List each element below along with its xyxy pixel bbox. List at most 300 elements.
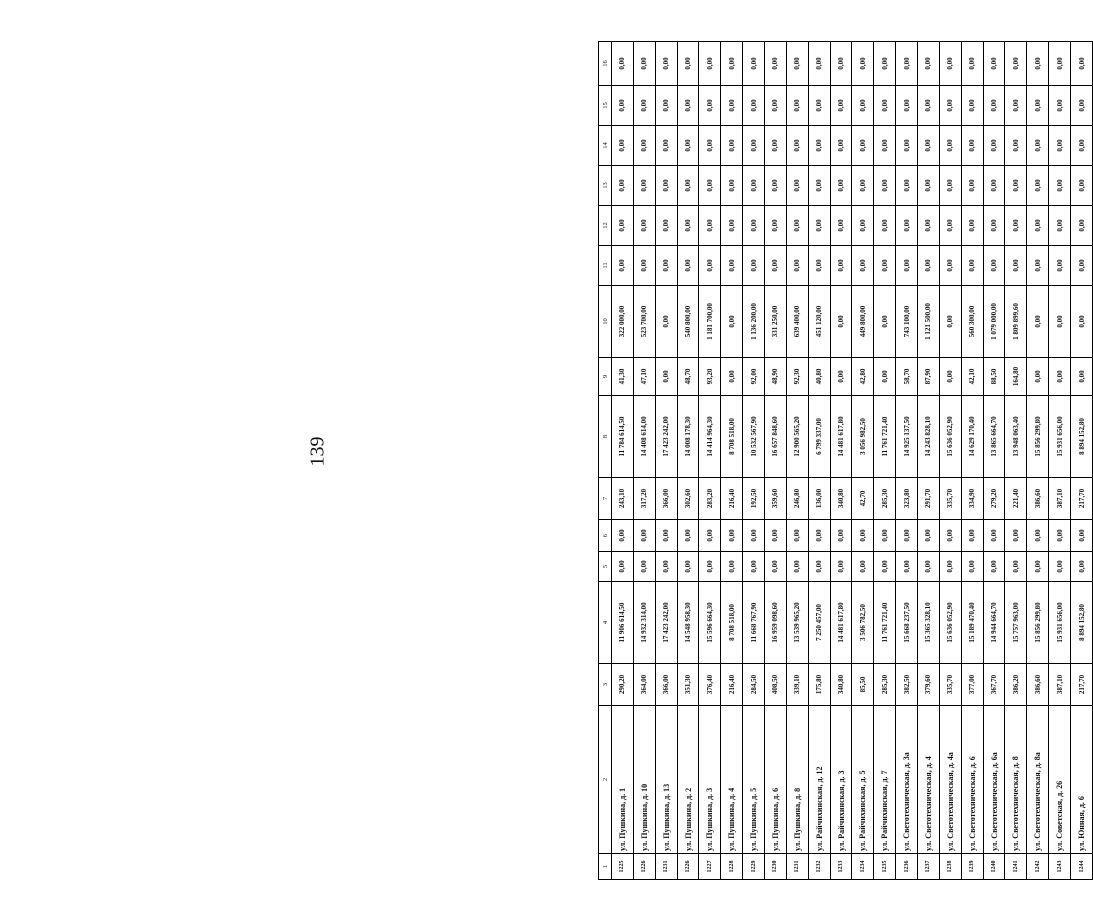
table-body xyxy=(612,42,1093,880)
value-cell: 340,80 xyxy=(830,478,852,520)
row-id-cell: 1243 xyxy=(1049,854,1071,880)
value-cell: 0,00 xyxy=(874,42,896,86)
value-cell: 0,00 xyxy=(655,166,677,206)
address-cell: ул. Пушкина, д. 1 xyxy=(612,706,634,854)
value-cell: 0,00 xyxy=(699,86,721,126)
table-row xyxy=(874,42,896,880)
value-cell: 8 894 152,80 xyxy=(1071,582,1093,664)
value-cell: 0,00 xyxy=(633,552,655,582)
value-cell: 0,00 xyxy=(918,86,940,126)
value-cell: 0,00 xyxy=(612,520,634,552)
value-cell: 0,00 xyxy=(983,86,1005,126)
value-cell: 10 532 567,90 xyxy=(743,396,765,478)
value-cell: 0,00 xyxy=(961,42,983,86)
value-cell: 8 894 152,80 xyxy=(1071,396,1093,478)
value-cell: 0,00 xyxy=(612,246,634,286)
value-cell: 0,00 xyxy=(896,246,918,286)
value-cell: 284,50 xyxy=(743,664,765,706)
table-row xyxy=(655,42,677,880)
value-cell: 0,00 xyxy=(1027,246,1049,286)
address-cell: ул. Райчихинская, д. 5 xyxy=(852,706,874,854)
value-cell: 0,00 xyxy=(786,520,808,552)
value-cell: 14 243 828,10 xyxy=(918,396,940,478)
table-row xyxy=(918,42,940,880)
value-cell: 14 944 664,70 xyxy=(983,582,1005,664)
value-cell: 366,00 xyxy=(655,478,677,520)
value-cell: 16 657 848,60 xyxy=(765,396,787,478)
value-cell: 0,00 xyxy=(699,246,721,286)
value-cell: 0,00 xyxy=(743,246,765,286)
value-cell: 0,00 xyxy=(852,246,874,286)
value-cell: 13 865 664,70 xyxy=(983,396,1005,478)
value-cell: 0,00 xyxy=(808,126,830,166)
value-cell: 0,00 xyxy=(874,552,896,582)
value-cell: 42,10 xyxy=(961,358,983,396)
value-cell: 15 596 664,30 xyxy=(699,582,721,664)
value-cell: 0,00 xyxy=(743,42,765,86)
value-cell: 743 100,00 xyxy=(896,286,918,358)
header-cell: 6 xyxy=(599,520,612,552)
value-cell: 0,00 xyxy=(1049,206,1071,246)
value-cell: 0,00 xyxy=(633,166,655,206)
value-cell: 0,00 xyxy=(896,520,918,552)
value-cell: 0,00 xyxy=(721,358,743,396)
value-cell: 0,00 xyxy=(852,520,874,552)
value-cell: 0,00 xyxy=(983,246,1005,286)
table-row xyxy=(1005,42,1027,880)
address-cell: ул. Пушкина, д. 3 xyxy=(699,706,721,854)
value-cell: 290,20 xyxy=(612,664,634,706)
header-cell: 15 xyxy=(599,86,612,126)
value-cell: 0,00 xyxy=(655,42,677,86)
value-cell: 0,00 xyxy=(786,206,808,246)
value-cell: 0,00 xyxy=(1005,86,1027,126)
value-cell: 0,00 xyxy=(1049,126,1071,166)
value-cell: 523 700,00 xyxy=(633,286,655,358)
address-cell: ул. Райчихинская, д. 12 xyxy=(808,706,830,854)
value-cell: 217,70 xyxy=(1071,478,1093,520)
value-cell: 0,00 xyxy=(1071,358,1093,396)
value-cell: 359,60 xyxy=(765,478,787,520)
value-cell: 0,00 xyxy=(743,86,765,126)
row-id-cell: 1230 xyxy=(765,854,787,880)
value-cell: 243,10 xyxy=(612,478,634,520)
value-cell: 0,00 xyxy=(874,126,896,166)
table-row xyxy=(939,42,961,880)
row-id-cell: 1239 xyxy=(961,854,983,880)
value-cell: 92,30 xyxy=(786,358,808,396)
value-cell: 0,00 xyxy=(830,166,852,206)
value-cell: 387,10 xyxy=(1049,664,1071,706)
value-cell: 14 925 137,50 xyxy=(896,396,918,478)
value-cell: 364,00 xyxy=(633,664,655,706)
value-cell: 0,00 xyxy=(961,166,983,206)
value-cell: 14 008 178,30 xyxy=(677,396,699,478)
row-id-cell: 1226 xyxy=(677,854,699,880)
value-cell: 0,00 xyxy=(983,552,1005,582)
value-cell: 216,40 xyxy=(721,664,743,706)
value-cell: 11 784 614,50 xyxy=(612,396,634,478)
value-cell: 0,00 xyxy=(830,520,852,552)
table-row xyxy=(721,42,743,880)
value-cell: 15 636 052,90 xyxy=(939,582,961,664)
address-cell: ул. Светотехническая, д. 6 xyxy=(961,706,983,854)
value-cell: 0,00 xyxy=(721,552,743,582)
value-cell: 302,60 xyxy=(677,478,699,520)
value-cell: 379,60 xyxy=(918,664,940,706)
value-cell: 58,70 xyxy=(896,358,918,396)
table-row xyxy=(786,42,808,880)
value-cell: 0,00 xyxy=(699,206,721,246)
value-cell: 0,00 xyxy=(677,206,699,246)
address-cell: ул. Советская, д. 26 xyxy=(1049,706,1071,854)
address-cell: ул. Юнная, д. 6 xyxy=(1071,706,1093,854)
value-cell: 8 708 518,00 xyxy=(721,396,743,478)
value-cell: 0,00 xyxy=(808,166,830,206)
value-cell: 0,00 xyxy=(633,520,655,552)
value-cell: 0,00 xyxy=(655,358,677,396)
value-cell: 0,00 xyxy=(918,520,940,552)
value-cell: 0,00 xyxy=(677,520,699,552)
value-cell: 0,00 xyxy=(1027,166,1049,206)
value-cell: 0,00 xyxy=(830,126,852,166)
value-cell: 0,00 xyxy=(918,126,940,166)
value-cell: 0,00 xyxy=(1049,552,1071,582)
value-cell: 0,00 xyxy=(1027,86,1049,126)
value-cell: 0,00 xyxy=(852,86,874,126)
value-cell: 0,00 xyxy=(765,206,787,246)
value-cell: 0,00 xyxy=(1071,206,1093,246)
value-cell: 0,00 xyxy=(1071,520,1093,552)
value-cell: 14 629 170,40 xyxy=(961,396,983,478)
value-cell: 0,00 xyxy=(699,552,721,582)
address-cell: ул. Райчихинская, д. 7 xyxy=(874,706,896,854)
value-cell: 15 856 299,80 xyxy=(1027,396,1049,478)
header-cell: 13 xyxy=(599,166,612,206)
value-cell: 0,00 xyxy=(721,42,743,86)
value-cell: 47,10 xyxy=(633,358,655,396)
value-cell: 17 423 242,00 xyxy=(655,582,677,664)
value-cell: 0,00 xyxy=(808,552,830,582)
row-id-cell: 1240 xyxy=(983,854,1005,880)
header-cell: 11 xyxy=(599,246,612,286)
table-row xyxy=(896,42,918,880)
value-cell: 560 300,00 xyxy=(961,286,983,358)
row-id-cell: 1241 xyxy=(1005,854,1027,880)
value-cell: 11 668 767,90 xyxy=(743,582,765,664)
value-cell: 0,00 xyxy=(1049,520,1071,552)
value-cell: 0,00 xyxy=(961,520,983,552)
value-cell: 136,00 xyxy=(808,478,830,520)
value-cell: 0,00 xyxy=(655,552,677,582)
value-cell: 0,00 xyxy=(808,42,830,86)
value-cell: 0,00 xyxy=(699,520,721,552)
value-cell: 0,00 xyxy=(721,206,743,246)
value-cell: 0,00 xyxy=(1005,246,1027,286)
value-cell: 0,00 xyxy=(655,86,677,126)
value-cell: 0,00 xyxy=(808,246,830,286)
value-cell: 0,00 xyxy=(1049,286,1071,358)
value-cell: 0,00 xyxy=(721,246,743,286)
value-cell: 323,80 xyxy=(896,478,918,520)
value-cell: 0,00 xyxy=(918,42,940,86)
value-cell: 279,20 xyxy=(983,478,1005,520)
value-cell: 6 799 337,00 xyxy=(808,396,830,478)
value-cell: 14 414 964,30 xyxy=(699,396,721,478)
value-cell: 0,00 xyxy=(961,246,983,286)
value-cell: 3 506 782,50 xyxy=(852,582,874,664)
value-cell: 0,00 xyxy=(721,286,743,358)
address-cell: ул. Светотехническая, д. 8 xyxy=(1005,706,1027,854)
value-cell: 0,00 xyxy=(1005,520,1027,552)
table-row xyxy=(808,42,830,880)
value-cell: 87,90 xyxy=(918,358,940,396)
value-cell: 11 906 614,50 xyxy=(612,582,634,664)
value-cell: 386,60 xyxy=(1027,664,1049,706)
table-row xyxy=(743,42,765,880)
value-cell: 0,00 xyxy=(699,166,721,206)
value-cell: 540 800,00 xyxy=(677,286,699,358)
value-cell: 14 408 614,00 xyxy=(633,396,655,478)
value-cell: 0,00 xyxy=(874,246,896,286)
value-cell: 0,00 xyxy=(808,86,830,126)
value-cell: 0,00 xyxy=(896,166,918,206)
value-cell: 11 761 721,40 xyxy=(874,396,896,478)
row-id-cell: 1236 xyxy=(896,854,918,880)
value-cell: 0,00 xyxy=(1049,86,1071,126)
value-cell: 0,00 xyxy=(830,358,852,396)
value-cell: 408,50 xyxy=(765,664,787,706)
row-id-cell: 1229 xyxy=(743,854,765,880)
value-cell: 285,30 xyxy=(874,664,896,706)
address-cell: ул. Светотехническая, д. 6а xyxy=(983,706,1005,854)
header-cell: 3 xyxy=(599,664,612,706)
page-number: 139 xyxy=(306,436,329,467)
value-cell: 0,00 xyxy=(633,206,655,246)
value-cell: 0,00 xyxy=(896,86,918,126)
value-cell: 85,50 xyxy=(852,664,874,706)
value-cell: 42,80 xyxy=(852,358,874,396)
value-cell: 0,00 xyxy=(765,246,787,286)
value-cell: 0,00 xyxy=(896,206,918,246)
value-cell: 0,00 xyxy=(655,206,677,246)
value-cell: 14 932 314,00 xyxy=(633,582,655,664)
value-cell: 0,00 xyxy=(830,552,852,582)
value-cell: 0,00 xyxy=(1027,286,1049,358)
value-cell: 15 365 328,10 xyxy=(918,582,940,664)
value-cell: 0,00 xyxy=(612,166,634,206)
table-row xyxy=(852,42,874,880)
value-cell: 48,90 xyxy=(765,358,787,396)
value-cell: 0,00 xyxy=(699,42,721,86)
value-cell: 164,80 xyxy=(1005,358,1027,396)
table-row xyxy=(699,42,721,880)
value-cell: 0,00 xyxy=(1071,552,1093,582)
row-id-cell: 1233 xyxy=(830,854,852,880)
value-cell: 291,70 xyxy=(918,478,940,520)
address-cell: ул. Пушкина, д. 10 xyxy=(633,706,655,854)
value-cell: 0,00 xyxy=(633,86,655,126)
value-cell: 0,00 xyxy=(852,126,874,166)
value-cell: 0,00 xyxy=(1049,358,1071,396)
value-cell: 88,50 xyxy=(983,358,1005,396)
header-cell: 4 xyxy=(599,582,612,664)
value-cell: 1 079 000,00 xyxy=(983,286,1005,358)
value-cell: 317,20 xyxy=(633,478,655,520)
value-cell: 0,00 xyxy=(939,246,961,286)
row-id-cell: 1237 xyxy=(918,854,940,880)
table-row xyxy=(983,42,1005,880)
value-cell: 0,00 xyxy=(939,552,961,582)
value-cell: 0,00 xyxy=(830,246,852,286)
address-cell: ул. Пушкина, д. 2 xyxy=(677,706,699,854)
value-cell: 351,30 xyxy=(677,664,699,706)
value-cell: 17 423 242,00 xyxy=(655,396,677,478)
value-cell: 48,70 xyxy=(677,358,699,396)
value-cell: 376,40 xyxy=(699,664,721,706)
value-cell: 0,00 xyxy=(918,166,940,206)
row-id-cell: 1232 xyxy=(808,854,830,880)
value-cell: 0,00 xyxy=(830,206,852,246)
value-cell: 0,00 xyxy=(983,42,1005,86)
value-cell: 0,00 xyxy=(1005,206,1027,246)
value-cell: 0,00 xyxy=(808,520,830,552)
value-cell: 0,00 xyxy=(677,166,699,206)
value-cell: 0,00 xyxy=(983,126,1005,166)
value-cell: 0,00 xyxy=(1071,42,1093,86)
value-cell: 0,00 xyxy=(852,206,874,246)
value-cell: 387,10 xyxy=(1049,478,1071,520)
value-cell: 42,70 xyxy=(852,478,874,520)
value-cell: 0,00 xyxy=(1071,126,1093,166)
value-cell: 0,00 xyxy=(918,552,940,582)
value-cell: 14 481 617,80 xyxy=(830,582,852,664)
value-cell: 0,00 xyxy=(918,246,940,286)
value-cell: 0,00 xyxy=(830,86,852,126)
table-row xyxy=(677,42,699,880)
table-row xyxy=(1027,42,1049,880)
value-cell: 0,00 xyxy=(633,42,655,86)
value-cell: 0,00 xyxy=(830,286,852,358)
value-cell: 0,00 xyxy=(721,166,743,206)
value-cell: 0,00 xyxy=(852,166,874,206)
header-cell: 10 xyxy=(599,286,612,358)
value-cell: 0,00 xyxy=(655,520,677,552)
address-cell: ул. Светотехническая, д. 3а xyxy=(896,706,918,854)
value-cell: 0,00 xyxy=(961,206,983,246)
row-id-cell: 1242 xyxy=(1027,854,1049,880)
address-cell: ул. Пушкина, д. 4 xyxy=(721,706,743,854)
header-cell: 7 xyxy=(599,478,612,520)
value-cell: 8 708 518,00 xyxy=(721,582,743,664)
value-cell: 0,00 xyxy=(1027,552,1049,582)
table-row xyxy=(1049,42,1071,880)
value-cell: 175,80 xyxy=(808,664,830,706)
value-cell: 0,00 xyxy=(961,552,983,582)
value-cell: 0,00 xyxy=(896,552,918,582)
value-cell: 0,00 xyxy=(677,86,699,126)
value-cell: 15 189 470,40 xyxy=(961,582,983,664)
value-cell: 0,00 xyxy=(612,206,634,246)
value-cell: 16 959 098,60 xyxy=(765,582,787,664)
row-id-cell: 1228 xyxy=(721,854,743,880)
value-cell: 41,30 xyxy=(612,358,634,396)
value-cell: 0,00 xyxy=(612,42,634,86)
value-cell: 0,00 xyxy=(677,246,699,286)
value-cell: 0,00 xyxy=(786,552,808,582)
header-row xyxy=(599,42,612,880)
value-cell: 0,00 xyxy=(765,126,787,166)
header-cell: 16 xyxy=(599,42,612,86)
value-cell: 12 900 565,20 xyxy=(786,396,808,478)
value-cell: 0,00 xyxy=(852,42,874,86)
value-cell: 0,00 xyxy=(939,286,961,358)
value-cell: 0,00 xyxy=(874,86,896,126)
value-cell: 0,00 xyxy=(655,126,677,166)
value-cell: 0,00 xyxy=(677,42,699,86)
value-cell: 0,00 xyxy=(721,86,743,126)
value-cell: 0,00 xyxy=(808,206,830,246)
value-cell: 0,00 xyxy=(612,86,634,126)
value-cell: 331 250,00 xyxy=(765,286,787,358)
value-cell: 0,00 xyxy=(874,166,896,206)
value-cell: 0,00 xyxy=(874,520,896,552)
value-cell: 449 800,00 xyxy=(852,286,874,358)
value-cell: 0,00 xyxy=(939,358,961,396)
value-cell: 0,00 xyxy=(852,552,874,582)
value-cell: 451 120,00 xyxy=(808,286,830,358)
value-cell: 0,00 xyxy=(786,126,808,166)
value-cell: 0,00 xyxy=(633,246,655,286)
value-cell: 0,00 xyxy=(874,206,896,246)
rotated-table-wrapper xyxy=(598,42,1093,880)
value-cell: 0,00 xyxy=(1071,246,1093,286)
value-cell: 0,00 xyxy=(765,86,787,126)
value-cell: 217,70 xyxy=(1071,664,1093,706)
value-cell: 0,00 xyxy=(1049,166,1071,206)
value-cell: 0,00 xyxy=(983,206,1005,246)
header-cell: 14 xyxy=(599,126,612,166)
value-cell: 1 136 200,00 xyxy=(743,286,765,358)
value-cell: 386,20 xyxy=(1005,664,1027,706)
value-cell: 93,20 xyxy=(699,358,721,396)
value-cell: 40,80 xyxy=(808,358,830,396)
row-id-cell: 1226 xyxy=(633,854,655,880)
value-cell: 0,00 xyxy=(1027,520,1049,552)
value-cell: 0,00 xyxy=(612,126,634,166)
value-cell: 0,00 xyxy=(677,126,699,166)
value-cell: 0,00 xyxy=(1005,552,1027,582)
value-cell: 0,00 xyxy=(699,126,721,166)
value-cell: 0,00 xyxy=(677,552,699,582)
value-cell: 367,70 xyxy=(983,664,1005,706)
table-row xyxy=(765,42,787,880)
value-cell: 0,00 xyxy=(896,42,918,86)
value-cell: 11 761 721,40 xyxy=(874,582,896,664)
value-cell: 0,00 xyxy=(939,520,961,552)
table-row xyxy=(830,42,852,880)
value-cell: 0,00 xyxy=(1027,358,1049,396)
value-cell: 0,00 xyxy=(1027,42,1049,86)
value-cell: 0,00 xyxy=(1071,286,1093,358)
value-cell: 0,00 xyxy=(765,552,787,582)
value-cell: 221,40 xyxy=(1005,478,1027,520)
value-cell: 14 481 617,80 xyxy=(830,396,852,478)
table-row xyxy=(633,42,655,880)
value-cell: 0,00 xyxy=(655,286,677,358)
value-cell: 192,50 xyxy=(743,478,765,520)
value-cell: 377,00 xyxy=(961,664,983,706)
